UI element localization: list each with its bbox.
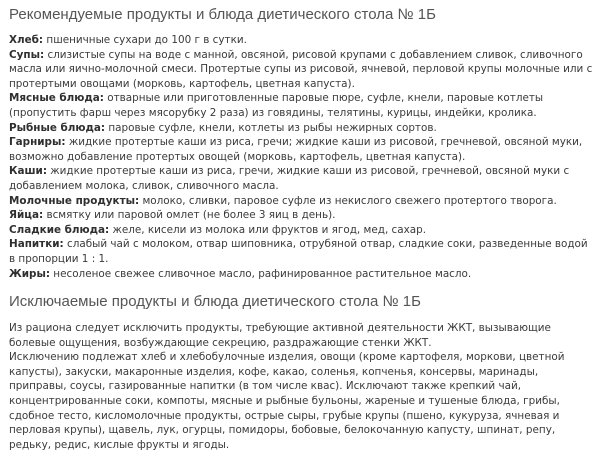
item-label: Напитки: [9,238,64,251]
item-garnish [9,135,596,164]
item-label: Мясные блюда: [9,92,104,105]
item-fish [9,121,596,136]
item-porridge [9,164,596,193]
item-label: Сладкие блюда: [9,223,110,236]
item-label: Каши: [9,165,47,178]
item-eggs [9,208,596,223]
item-text: несоленое свежее сливочное масло, рафинированное растительное масло. [50,267,472,280]
item-label: Молочные продукты: [9,194,140,207]
item-drinks [9,237,596,266]
item-text: всмятку или паровой омлет (не более 3 яиц в день). [43,209,336,222]
item-label: Хлеб: [9,34,44,46]
item-label: Жиры: [9,267,50,280]
item-sweets [9,223,596,238]
item-bread [9,33,596,48]
item-label: Супы: [9,48,45,61]
item-text: желе, кисели из молока или фруктов и ягод, мед, сахар. [109,223,427,236]
excluded-paragraph: Исключению подлежат хлеб и хлебобулочные изделия, овощи (кроме картофеля, моркови, цветной капусты), закуски, макаронные изделия, кофе, какао, соленья, копченья, консервы, маринады, приправы, соусы, газированные напитки (в том числе квас). Исключают также крепкий чай, концентрированные соки, компоты, мясные и рыбные бульоны, жареные и тушеные блюда, грибы, сдобное тесто, кисломолочные продукты, острые сыры, грубые крупы (пшено, кукуруза, ячневая и перловая крупы), щавель, лук, огурцы, помидоры, бобовые, белокочанную капусту, шпинат, репу, редьку, редис, кислые фрукты и ягоды. [9,351,565,451]
item-label: Гарниры: [9,136,66,149]
item-dairy [9,194,596,209]
item-text: молоко, сливки, паровое суфле из некислого свежего протертого творога. [139,194,557,207]
item-text: слизистые супы на воде с манной, овсяной, рисовой крупами с добавлением сливок, сливочного масла или яично-молочной смеси. Протертые супы из рисовой, ячневой, перловой крупы молочные или с протертыми овощами (морковь, картофель, цветная капуста). [9,48,593,90]
item-text: отварные или приготовленные паровые пюре, суфле, кнели, паровые котлеты (пропустить фарш через мясорубку 2 раза) из говядины, телятины, курицы, индейки, кролика. [9,92,544,119]
item-text: пшеничные сухари до 100 г в сутки. [43,34,247,46]
item-text: слабый чай с молоком, отвар шиповника, отрубяной отвар, сладкие соки, разведенные водой в пропорции 1 : 1. [9,238,588,265]
item-text: паровые суфле, кнели, котлеты из рыбы нежирных сортов. [105,121,437,134]
item-text: жидкие протертые каши из риса, гречи; жидкие каши из рисовой, гречневой, овсяной муки, возможно добавление протертых овощей (морковь, картофель, цветная капуста). [9,136,583,163]
recommended-heading: Рекомендуемые продукты и блюда диетического стола № 1Б [9,6,436,23]
item-label: Рыбные блюда: [9,121,106,134]
excluded-paragraph: Из рациона следует исключить продукты, требующие активной деятельности ЖКТ, вызывающие болевые ощущения, возбуждающие секрецию, раздражающие стенки ЖКТ. [9,322,551,349]
item-meat [9,91,596,120]
item-fats [9,267,596,282]
item-label: Яйца: [9,209,44,222]
excluded-heading: Исключаемые продукты и блюда диетического стола № 1Б [9,293,421,311]
item-soups [9,48,596,92]
item-text: жидкие протертые каши из риса, гречи, жидкие каши из рисовой, гречневой, овсяной муки с добавлением молока, сливок, сливочного масла. [9,165,570,192]
recommended-list [9,33,596,281]
